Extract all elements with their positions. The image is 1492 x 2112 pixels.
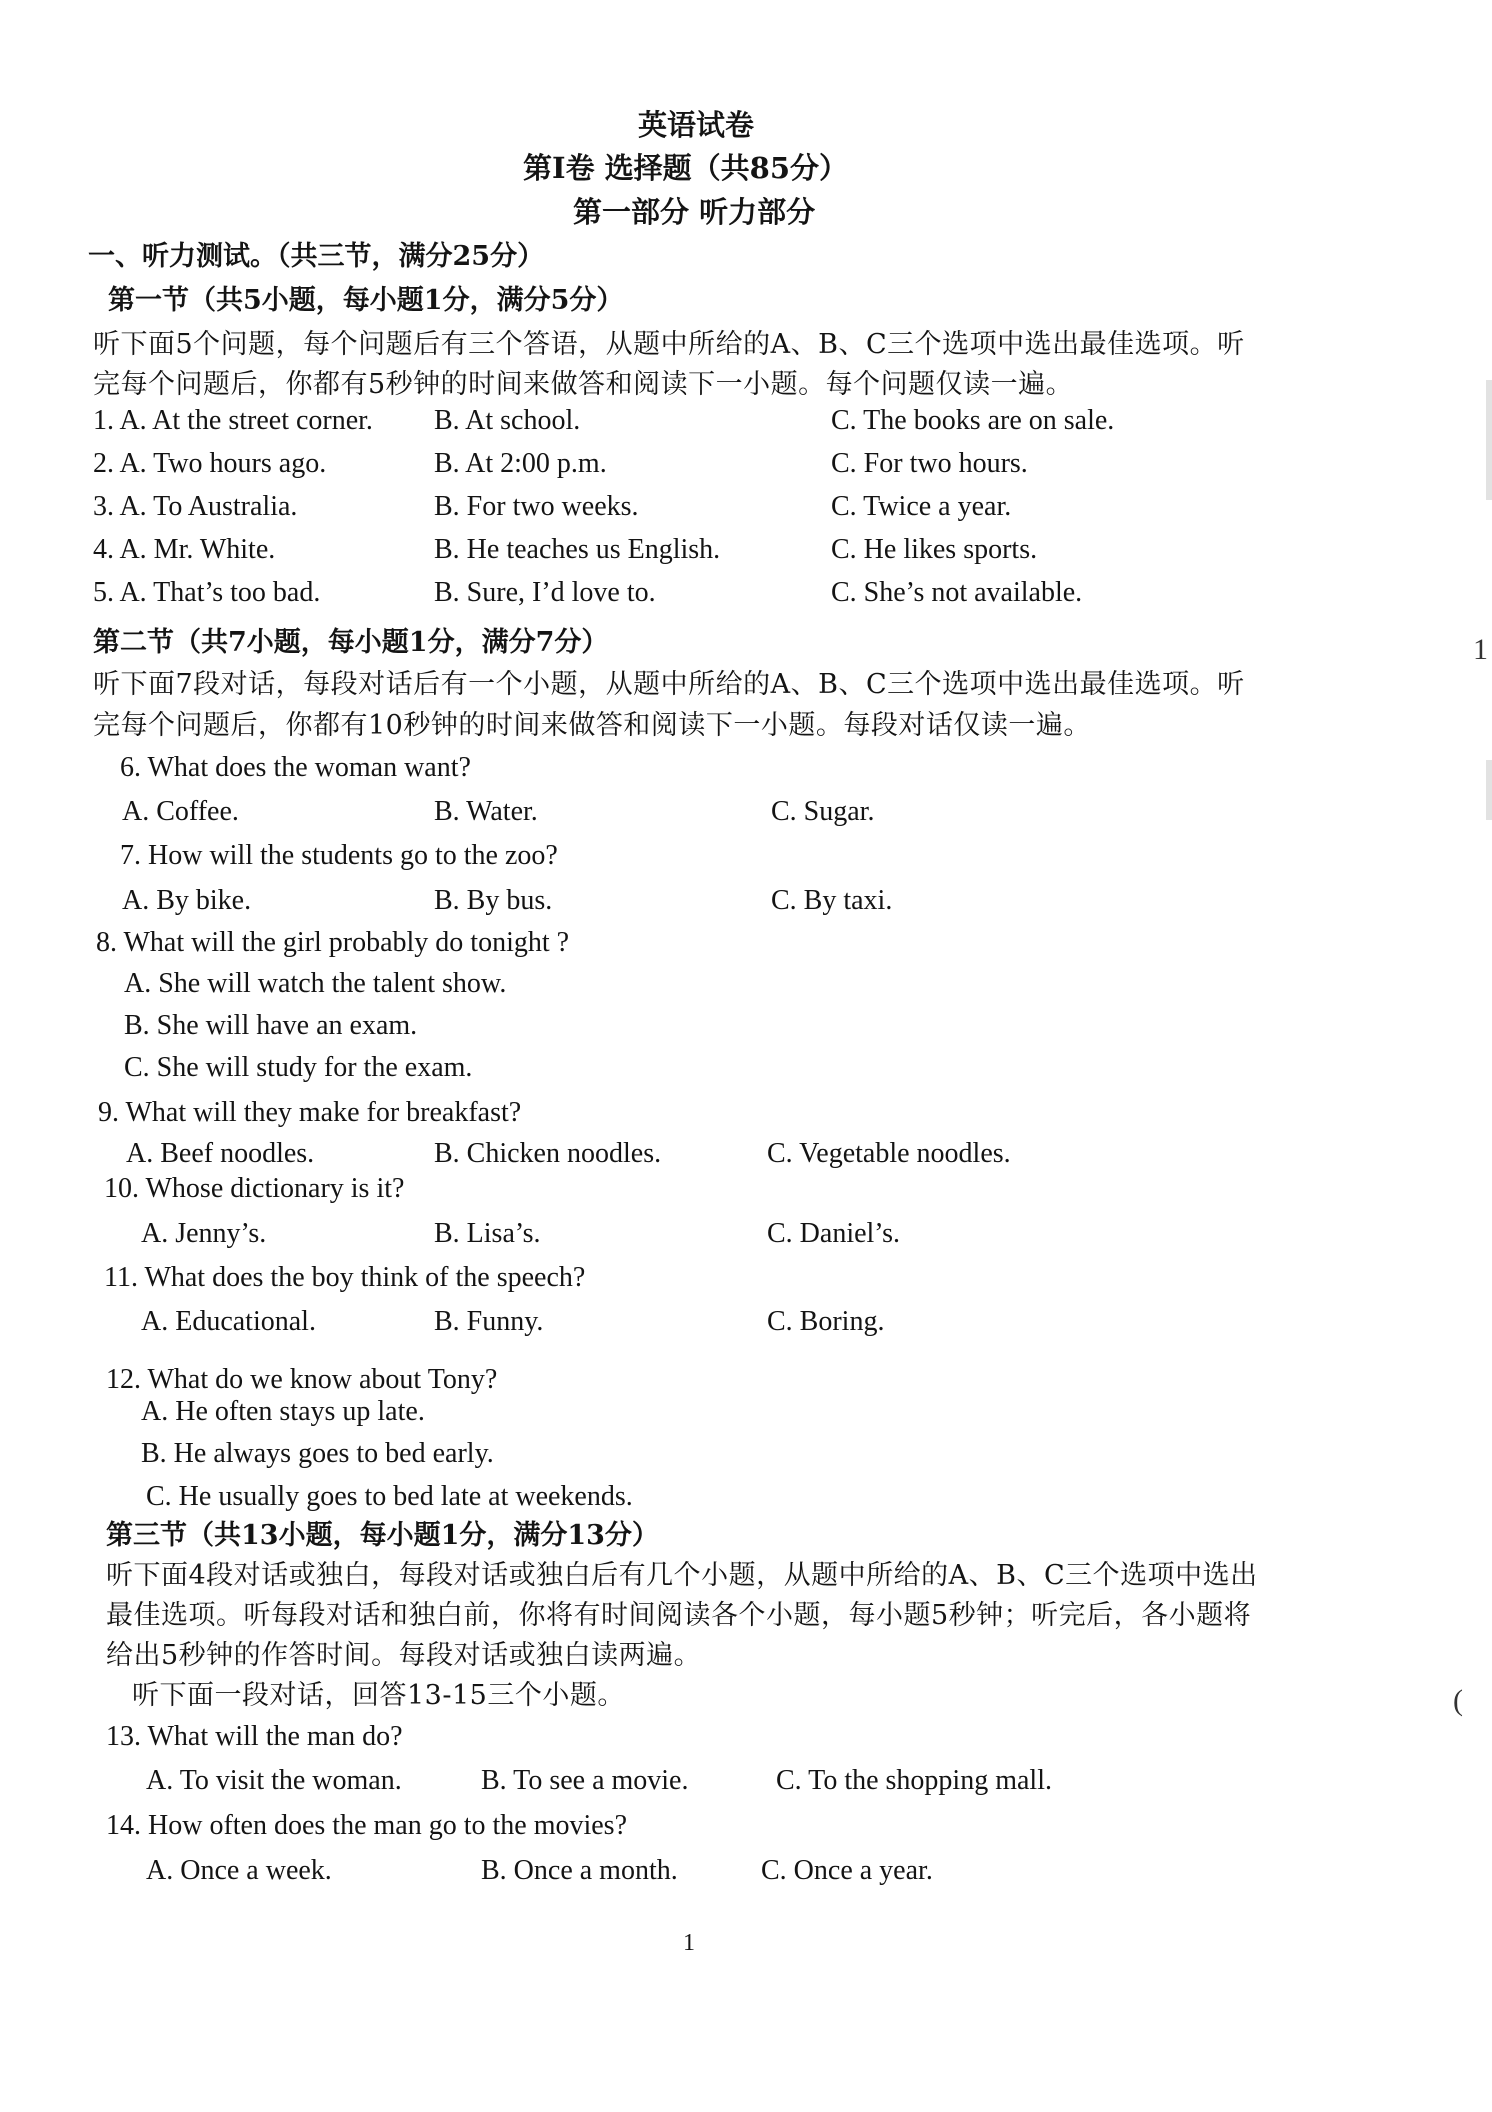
- q3-option-b: B. For two weeks.: [434, 491, 639, 522]
- scan-streak: [1486, 380, 1492, 500]
- q6-option-c: C. Sugar.: [771, 796, 875, 827]
- q7-option-a: A. By bike.: [122, 885, 252, 916]
- q11-stem: 11. What does the boy think of the speech?: [104, 1262, 586, 1293]
- part-heading: 第一部分 听力部分: [573, 195, 816, 229]
- section2-instruction: 听下面7段对话，每段对话后有一个小题，从题中所给的A、B、C三个选项中选出最佳选项。听: [93, 669, 1245, 700]
- q14-stem: 14. How often does the man go to the movies?: [106, 1810, 628, 1841]
- q1-option-a: 1. A. At the street corner.: [93, 405, 373, 436]
- section1-instruction: 听下面5个问题，每个问题后有三个答语，从题中所给的A、B、C三个选项中选出最佳选项。听: [93, 329, 1245, 360]
- q9-option-c: C. Vegetable noodles.: [767, 1138, 1011, 1169]
- q13-option-c: C. To the shopping mall.: [776, 1765, 1052, 1796]
- page-number: 1: [683, 1930, 695, 1956]
- q11-option-b: B. Funny.: [434, 1306, 544, 1337]
- q12-stem: 12. What do we know about Tony?: [106, 1364, 498, 1395]
- section3-instruction: 听下面4段对话或独白，每段对话或独白后有几个小题，从题中所给的A、B、C三个选项中选出: [106, 1560, 1258, 1591]
- q12-option-b: B. He always goes to bed early.: [141, 1438, 494, 1469]
- q2-option-a: 2. A. Two hours ago.: [93, 448, 327, 479]
- q6-option-a: A. Coffee.: [122, 796, 239, 827]
- q3-option-a: 3. A. To Australia.: [93, 491, 298, 522]
- q12-option-c: C. He usually goes to bed late at weekends.: [146, 1481, 633, 1512]
- q4-option-a: 4. A. Mr. White.: [93, 534, 276, 565]
- q8-stem: 8. What will the girl probably do tonight ?: [96, 927, 570, 958]
- q11-option-c: C. Boring.: [767, 1306, 885, 1337]
- edge-mark: 1: [1473, 633, 1488, 666]
- edge-mark: (: [1453, 1684, 1463, 1717]
- q8-option-a: A. She will watch the talent show.: [124, 968, 507, 999]
- q5-option-c: C. She’s not available.: [831, 577, 1083, 608]
- q14-option-a: A. Once a week.: [146, 1855, 332, 1886]
- q4-option-b: B. He teaches us English.: [434, 534, 721, 565]
- q3-option-c: C. Twice a year.: [831, 491, 1012, 522]
- q4-option-c: C. He likes sports.: [831, 534, 1038, 565]
- listening-section-heading: 一、听力测试。（共三节，满分25分）: [88, 241, 545, 272]
- q14-option-b: B. Once a month.: [481, 1855, 678, 1886]
- q6-option-b: B. Water.: [434, 796, 538, 827]
- q2-option-b: B. At 2:00 p.m.: [434, 448, 607, 479]
- scan-streak: [1486, 760, 1492, 820]
- q9-option-a: A. Beef noodles.: [126, 1138, 315, 1169]
- q13-option-a: A. To visit the woman.: [146, 1765, 402, 1796]
- q12-option-a: A. He often stays up late.: [141, 1396, 425, 1427]
- section3-instruction: 给出5秒钟的作答时间。每段对话或独白读两遍。: [106, 1640, 702, 1671]
- q9-option-b: B. Chicken noodles.: [434, 1138, 662, 1169]
- q7-option-c: C. By taxi.: [771, 885, 893, 916]
- q1-option-c: C. The books are on sale.: [831, 405, 1115, 436]
- q10-option-c: C. Daniel’s.: [767, 1218, 900, 1249]
- section2-instruction: 完每个问题后，你都有10秒钟的时间来做答和阅读下一小题。每段对话仅读一遍。: [93, 710, 1091, 741]
- dialogue-instruction: 听下面一段对话，回答13-15三个小题。: [132, 1680, 625, 1711]
- q14-option-c: C. Once a year.: [761, 1855, 933, 1886]
- volume-heading: 第Ⅰ卷 选择题（共85分）: [523, 151, 849, 185]
- q6-stem: 6. What does the woman want?: [120, 752, 471, 783]
- section3-instruction: 最佳选项。听每段对话和独白前，你将有时间阅读各个小题，每小题5秒钟；听完后，各小题将: [106, 1600, 1252, 1631]
- section1-heading: 第一节（共5小题，每小题1分，满分5分）: [108, 285, 624, 316]
- q10-stem: 10. Whose dictionary is it?: [104, 1173, 405, 1204]
- section1-instruction: 完每个问题后，你都有5秒钟的时间来做答和阅读下一小题。每个问题仅读一遍。: [93, 369, 1074, 400]
- q10-option-a: A. Jenny’s.: [141, 1218, 267, 1249]
- q5-option-b: B. Sure, I’d love to.: [434, 577, 656, 608]
- q8-option-c: C. She will study for the exam.: [124, 1052, 473, 1083]
- section3-heading: 第三节（共13小题，每小题1分，满分13分）: [106, 1520, 659, 1551]
- section2-heading: 第二节（共7小题，每小题1分，满分7分）: [93, 627, 609, 658]
- q1-option-b: B. At school.: [434, 405, 581, 436]
- q7-stem: 7. How will the students go to the zoo?: [120, 840, 558, 871]
- q13-stem: 13. What will the man do?: [106, 1721, 403, 1752]
- q5-option-a: 5. A. That’s too bad.: [93, 577, 321, 608]
- q8-option-b: B. She will have an exam.: [124, 1010, 418, 1041]
- q7-option-b: B. By bus.: [434, 885, 553, 916]
- exam-title: 英语试卷: [638, 108, 755, 142]
- q11-option-a: A. Educational.: [141, 1306, 316, 1337]
- q2-option-c: C. For two hours.: [831, 448, 1028, 479]
- q13-option-b: B. To see a movie.: [481, 1765, 689, 1796]
- q9-stem: 9. What will they make for breakfast?: [98, 1097, 522, 1128]
- q10-option-b: B. Lisa’s.: [434, 1218, 541, 1249]
